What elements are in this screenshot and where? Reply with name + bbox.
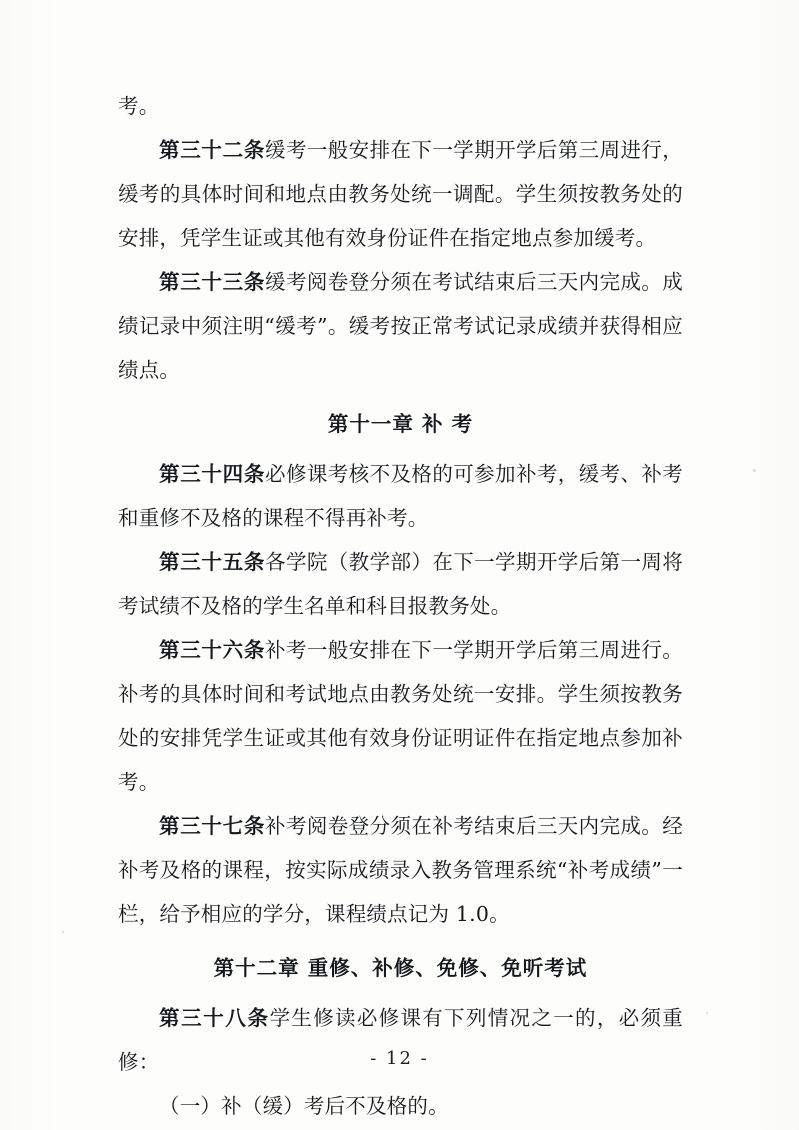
page-number: - 12 - (370, 1048, 429, 1069)
scan-speck (753, 469, 756, 472)
article-34 (118, 452, 683, 540)
article-label: 第三十七条 (159, 814, 266, 838)
article-text: 缓考阅卷登分须在考试结束后三天内完成。成绩记录中须注明“缓考”。缓考按正常考试记录成绩并获得相应绩点。 (118, 270, 684, 382)
paragraph-text: 考。 (118, 94, 160, 118)
chapter-11-heading: 第十一章 补 考 (327, 412, 474, 436)
article-38 (118, 996, 683, 1084)
article-text: 补考阅卷登分须在补考结束后三天内完成。经补考及格的课程，按实际成绩录入教务管理系统“补考成绩”一栏，给予相应的学分，课程绩点记为 1.0。 (118, 814, 684, 926)
article-text: 学生修读必修课有下列情况之一的，必须重修： (118, 1006, 683, 1074)
article-33 (118, 260, 683, 392)
article-text: 各学院（教学部）在下一学期开学后第一周将考试绩不及格的学生名单和科目报教务处。 (118, 550, 684, 618)
article-35 (118, 540, 683, 628)
article-37 (118, 804, 683, 936)
article-32 (118, 128, 683, 260)
article-text: 缓考一般安排在下一学期开学后第三周进行，缓考的具体时间和地点由教务处统一调配。学生须按教务处的安排，凭学生证或其他有效身份证件在指定地点参加缓考。 (118, 138, 684, 250)
paragraph-continued (118, 84, 683, 128)
article-text: 补考一般安排在下一学期开学后第三周进行。补考的具体时间和考试地点由教务处统一安排。学生须按教务处的安排凭学生证或其他有效身份证明证件在指定地点参加补考。 (118, 638, 684, 794)
article-label: 第三十四条 (159, 462, 266, 486)
article-text: 必修课考核不及格的可参加补考，缓考、补考和重修不及格的课程不得再补考。 (118, 462, 684, 530)
document-body (118, 84, 683, 1128)
chapter-12-heading: 第十二章 重修、补修、免修、免听考试 (213, 956, 588, 980)
article-label: 第三十五条 (159, 550, 266, 574)
scan-speck (62, 931, 64, 933)
article-label: 第三十三条 (159, 270, 266, 294)
article-label: 第三十八条 (159, 1006, 270, 1030)
list-item-text: （一）补（缓）考后不及格的。 (159, 1094, 449, 1118)
article-36 (118, 628, 683, 804)
article-label: 第三十二条 (159, 138, 266, 162)
scan-speck (706, 1012, 708, 1014)
list-item-1 (118, 1084, 683, 1128)
article-label: 第三十六条 (159, 638, 266, 662)
